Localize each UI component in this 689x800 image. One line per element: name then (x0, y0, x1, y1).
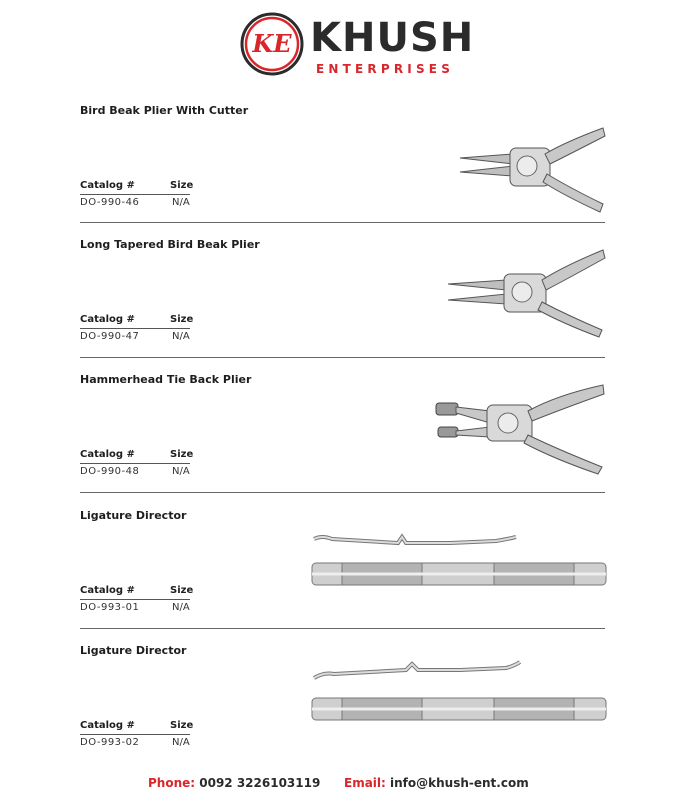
product-title: Bird Beak Plier With Cutter (80, 104, 249, 117)
phone-label: Phone: (148, 776, 196, 790)
product-block (0, 509, 689, 643)
catalog-number: DO-993-02 (80, 737, 140, 748)
product-block (0, 238, 689, 372)
size-header: Size (170, 314, 194, 325)
catalog-number: DO-990-47 (80, 331, 140, 342)
divider (80, 222, 605, 223)
catalog-header: Catalog # (80, 585, 135, 596)
catalog-number: DO-990-46 (80, 197, 140, 208)
brand-subtitle: ENTERPRISES (316, 62, 455, 76)
catalog-number: DO-990-48 (80, 466, 140, 477)
company-logo (240, 12, 480, 78)
catalog-number: DO-993-01 (80, 602, 140, 613)
size-header: Size (170, 449, 194, 460)
divider (80, 357, 605, 358)
long-tapered-plier-image (444, 246, 607, 338)
phone-info (148, 776, 320, 790)
header-underline (80, 463, 190, 464)
catalog-header: Catalog # (80, 720, 135, 731)
logo-monogram: KE (252, 29, 292, 58)
catalog-header: Catalog # (80, 180, 135, 191)
bird-beak-plier-cutter-image (455, 124, 607, 216)
divider (80, 628, 605, 629)
size-value: N/A (172, 331, 190, 342)
size-value: N/A (172, 466, 190, 477)
size-header: Size (170, 585, 194, 596)
divider (80, 492, 605, 493)
size-header: Size (170, 180, 194, 191)
product-title: Ligature Director (80, 509, 187, 522)
hammerhead-plier-image (432, 381, 607, 476)
catalog-header: Catalog # (80, 449, 135, 460)
ligature-director-image (310, 658, 607, 734)
email-address: info@khush-ent.com (390, 776, 529, 790)
product-title: Hammerhead Tie Back Plier (80, 373, 252, 386)
brand-name: KHUSH (310, 15, 475, 61)
size-header: Size (170, 720, 194, 731)
product-block (0, 373, 689, 507)
header-underline (80, 194, 190, 195)
size-value: N/A (172, 197, 190, 208)
phone-number: 0092 3226103119 (199, 776, 321, 790)
catalog-header: Catalog # (80, 314, 135, 325)
product-title: Ligature Director (80, 644, 187, 657)
header-underline (80, 328, 190, 329)
email-info (344, 776, 529, 790)
email-label: Email: (344, 776, 386, 790)
header-underline (80, 599, 190, 600)
product-block (0, 104, 689, 238)
ligature-director-image (310, 529, 607, 599)
product-title: Long Tapered Bird Beak Plier (80, 238, 260, 251)
header-underline (80, 734, 190, 735)
product-block (0, 644, 689, 778)
size-value: N/A (172, 602, 190, 613)
size-value: N/A (172, 737, 190, 748)
